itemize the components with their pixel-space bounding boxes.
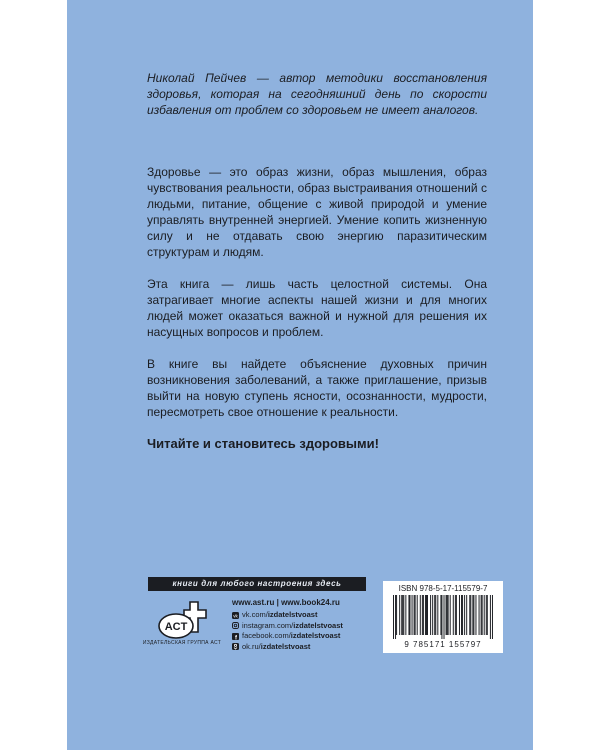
closing-line: Читайте и становитесь здоровыми! — [147, 436, 379, 451]
paragraph: Эта книга — лишь часть целостной системы. Она затрагивает многие аспекты нашей жизни и для многих людей может оказаться важной и нужной для решения их насущных вопросов и проблем. — [147, 277, 487, 339]
annotation-text — [147, 70, 487, 468]
paragraph: Здоровье — это образ жизни, образ мышления, образ чувствования реальности, образ выстраивания отношений с людьми, питание, общение с живой природой и умение управлять внутренней энергией. Умение копить жизненную силу и не отдавать свою энергию паразитическим структурам и людям. — [147, 165, 487, 259]
isbn-barcode-block — [383, 581, 503, 653]
ok-icon — [232, 643, 239, 650]
isbn-digits: 9 785171 155797 — [404, 640, 482, 649]
isbn-label: ISBN 978-5-17-115579-7 — [398, 584, 488, 593]
instagram-icon — [232, 622, 239, 629]
facebook-icon — [232, 633, 239, 640]
author-intro: Николай Пейчев — автор методики восстановления здоровья, которая на сегодняшний день по скорости избавления от проблем со здоровьем не имеет аналогов. — [147, 71, 487, 117]
social-link-instagram[interactable]: instagram.com/ izdatelstvoast — [232, 621, 343, 632]
publisher-name: ИЗДАТЕЛЬСКАЯ ГРУППА АСТ — [142, 640, 222, 646]
tagline-banner: книги для любого настроения здесь — [148, 577, 366, 591]
social-links — [232, 610, 343, 652]
publisher-websites[interactable]: www.ast.ru | www.book24.ru — [232, 598, 340, 607]
svg-text:ACT: ACT — [164, 621, 188, 633]
barcode-icon — [393, 595, 493, 639]
svg-text:vk: vk — [233, 613, 238, 619]
vk-icon — [232, 612, 239, 619]
ast-logo-icon — [156, 598, 216, 642]
paragraph: В книге вы найдете объяснение духовных причин возникновения заболеваний, а также приглашение, призыв выйти на новую ступень ясности, осознанности, мудрости, пересмотреть свое отношение к реальности. — [147, 357, 487, 419]
social-link-ok[interactable]: ok.ru/ izdatelstvoast — [232, 642, 343, 653]
social-link-facebook[interactable]: f facebook.com/ izdatelstvoast — [232, 631, 343, 642]
svg-text:f: f — [235, 635, 237, 640]
social-link-vk[interactable]: vk vk.com/ izdatelstvoast — [233, 610, 318, 619]
